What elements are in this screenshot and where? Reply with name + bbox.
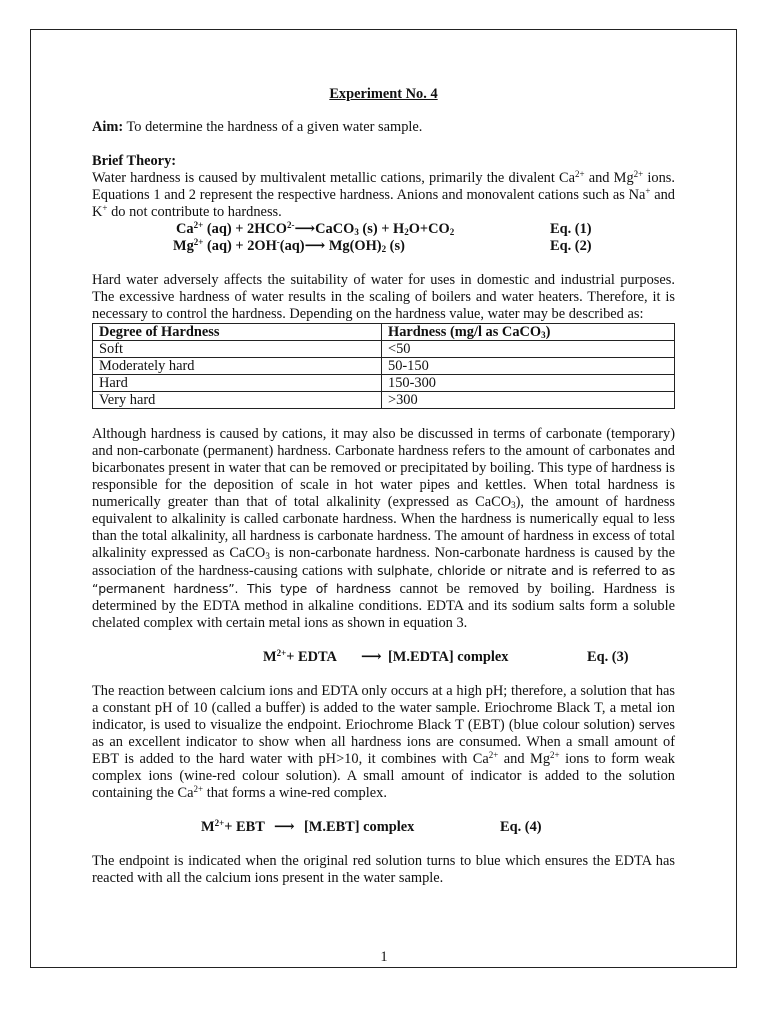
table-cell-value: 150-300 bbox=[382, 375, 675, 392]
eq3-arrow: ⟶ bbox=[361, 649, 382, 665]
eq1-label: Eq. (1) bbox=[550, 221, 592, 237]
table-row bbox=[93, 341, 675, 358]
paragraph-hard-water: Hard water adversely affects the suitability of water for uses in domestic and industrial purposes. The excessive hardness of water results in the scaling of boilers and water heaters. Therefore, it is necessary to control the hardness. Depending on the hardness value, water may be described as: bbox=[92, 272, 675, 322]
sup: 2+ bbox=[550, 750, 560, 760]
table-cell-degree: Moderately hard bbox=[93, 358, 382, 375]
sup: 2+ bbox=[193, 237, 204, 247]
table-row bbox=[93, 392, 675, 409]
eq1-hco: (aq) + 2HCO bbox=[203, 221, 287, 237]
eq4-complex: [M.EBT] complex bbox=[304, 819, 415, 835]
sup: 2+ bbox=[488, 750, 499, 760]
sub: 3 bbox=[354, 227, 359, 237]
sub: 3 bbox=[511, 500, 516, 510]
sub: 3 bbox=[265, 551, 270, 561]
equation-4 bbox=[92, 819, 675, 836]
eq1-arrow: ⟶ bbox=[294, 221, 316, 237]
paragraph-edta-reaction bbox=[92, 683, 675, 802]
paragraph-endpoint: The endpoint is indicated when the original red solution turns to blue which ensures the EDTA has reacted with all the calcium ions present in the water sample. bbox=[92, 853, 675, 886]
eq2-arrow: ⟶ bbox=[304, 238, 326, 254]
para3-text-d: sulphate, chloride or nitrate and is referred to as “permanent hardness”. This type of hardness bbox=[92, 563, 675, 596]
page-number: 1 bbox=[380, 949, 388, 965]
theory-text-2: and Mg bbox=[584, 170, 634, 186]
sup: + bbox=[102, 203, 108, 213]
aim-label: Aim: bbox=[92, 119, 124, 135]
eq1-oco: O+CO bbox=[408, 221, 450, 237]
para4-text-b: and Mg bbox=[498, 751, 551, 767]
table-header-hardness-text: Hardness (mg/l as CaCO bbox=[388, 324, 542, 340]
table-header-row bbox=[93, 324, 675, 341]
eq3-complex: [M.EDTA] complex bbox=[388, 649, 509, 665]
eq3-label: Eq. (3) bbox=[587, 649, 629, 665]
sub: 2 bbox=[381, 244, 387, 254]
sup: 2+ bbox=[574, 169, 585, 179]
document-body bbox=[92, 86, 675, 887]
eq4-arrow: ⟶ bbox=[274, 819, 295, 835]
theory-text-5: do not contribute to hardness. bbox=[107, 204, 282, 220]
table-cell-degree: Hard bbox=[93, 375, 382, 392]
equation-1 bbox=[92, 221, 675, 238]
sup: - bbox=[276, 237, 280, 247]
eq2-aq: (aq) bbox=[279, 238, 305, 254]
sub: 2 bbox=[404, 227, 409, 237]
eq3-m: M bbox=[263, 649, 277, 665]
table-cell-value: >300 bbox=[382, 392, 675, 409]
hardness-table bbox=[92, 323, 675, 409]
sub: 3 bbox=[541, 330, 546, 340]
para4-text-a: The reaction between calcium ions and EDTA only occurs at a high pH; therefore, a solution that has a constant pH of 10 (called a buffer) is added to the water sample. Eriochrome Black T, a metal ion indicator, is used to visualize the endpoint. Eriochrome Black T (EBT) (blue colour solution) serves as an excellent indicator to show when all hardness ions are consumed. When a small amount of EBT is added to the hard water with pH>10, it combines with Ca bbox=[92, 683, 675, 767]
theory-text-1: Water hardness is caused by multivalent metallic cations, primarily the divalent Ca bbox=[92, 170, 575, 186]
table-cell-degree: Soft bbox=[93, 341, 382, 358]
table-row bbox=[93, 375, 675, 392]
theory-heading-text: Brief Theory: bbox=[92, 153, 177, 169]
table-cell-degree: Very hard bbox=[93, 392, 382, 409]
eq1-h: (s) + H bbox=[358, 221, 405, 237]
theory-paragraph bbox=[92, 170, 675, 221]
eq4-label: Eq. (4) bbox=[500, 819, 542, 835]
table-header-hardness bbox=[382, 324, 675, 341]
eq4-ebt: + EBT bbox=[224, 819, 265, 835]
para4-text-d: that forms a wine-red complex. bbox=[203, 785, 387, 801]
para4-text-c: ions to form weak complex ions (wine-red colour solution). A small amount of indicator is added to the solution containing the Ca bbox=[92, 751, 675, 801]
para3-text-b: ), the amount of hardness equivalent to alkalinity is called carbonate hardness. When the hardness is numerically equal to less than the total alkalinity, all hardness is carbonate hardness. The amount of hardness in excess of total alkalinity expressed as CaCO bbox=[92, 494, 675, 561]
eq2-mg: Mg bbox=[173, 238, 194, 254]
table-cell-value: 50-150 bbox=[382, 358, 675, 375]
sub: 2 bbox=[449, 227, 455, 237]
table-cell-value: <50 bbox=[382, 341, 675, 358]
theory-text-4: and K bbox=[92, 187, 675, 220]
aim-text: To determine the hardness of a given water sample. bbox=[123, 119, 423, 135]
sup: 2+ bbox=[193, 220, 204, 230]
aim-line bbox=[92, 119, 675, 136]
sup: 2+ bbox=[633, 169, 644, 179]
document-title: Experiment No. 4 bbox=[329, 86, 438, 102]
table-row bbox=[93, 358, 675, 375]
eq4-m: M bbox=[201, 819, 215, 835]
eq3-edta: + EDTA bbox=[286, 649, 337, 665]
para3-text-a: Although hardness is caused by cations, it may also be discussed in terms of carbonate (temporary) and non-carbonate (permanent) hardness. Carbonate hardness refers to the amount of carbonates and bicarbonates present in water that can be removed or precipitated by boiling. This type of hardness is responsible for the deposition of scale in hot water pipes and kettles. When total hardness is numerically greater than that of total alkalinity (expressed as CaCO bbox=[92, 426, 675, 510]
paragraph-carbonate-hardness bbox=[92, 426, 675, 632]
eq1-ca: Ca bbox=[176, 221, 194, 237]
equation-2 bbox=[92, 238, 675, 255]
sup: 2- bbox=[287, 220, 295, 230]
table-header-hardness-close: ) bbox=[545, 324, 551, 340]
eq2-mgoh: Mg(OH) bbox=[325, 238, 382, 254]
eq2-label: Eq. (2) bbox=[550, 238, 592, 254]
equation-3 bbox=[92, 649, 675, 666]
theory-heading bbox=[92, 153, 675, 170]
eq2-oh: (aq) + 2OH bbox=[203, 238, 277, 254]
theory-text-3: ions. Equations 1 and 2 represent the respective hardness. Anions and monovalent cations such as Na bbox=[92, 170, 675, 203]
sup: 2+ bbox=[193, 784, 204, 794]
para3-text-e: cannot be removed by boiling. Hardness is determined by the EDTA method in alkaline conditions. EDTA and its sodium salts form a soluble chelated complex with certain metal ions as shown in equation 3. bbox=[92, 581, 675, 631]
eq1-caco: CaCO bbox=[315, 221, 355, 237]
eq2-s: (s) bbox=[386, 238, 405, 254]
sup: 2+ bbox=[214, 818, 225, 828]
para3-text-c: is non-carbonate hardness. Non-carbonate hardness is caused by the association of the hardness-causing cations with bbox=[92, 545, 675, 579]
sup: 2+ bbox=[276, 648, 287, 658]
sup: + bbox=[645, 186, 651, 196]
table-header-degree: Degree of Hardness bbox=[93, 324, 382, 341]
